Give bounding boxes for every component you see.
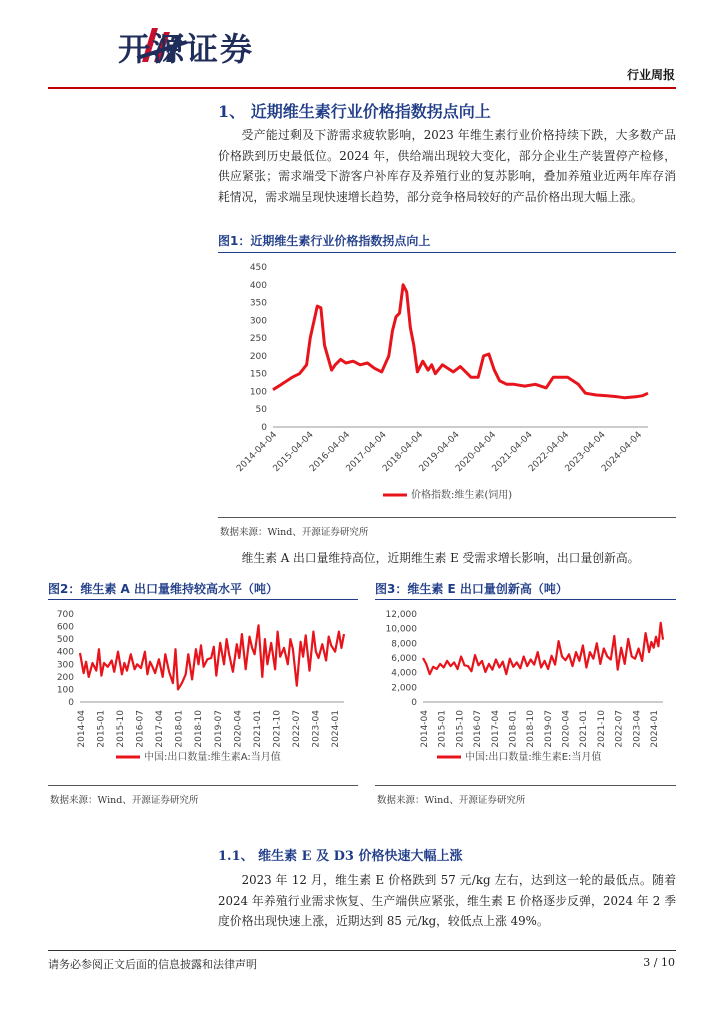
series-line	[80, 625, 344, 689]
y-tick-label: 100	[56, 685, 74, 696]
footer-divider	[48, 950, 676, 951]
legend-label: 中国:出口数量:维生素E:当月值	[465, 752, 602, 763]
y-tick-label: 150	[249, 369, 267, 380]
x-tick-label: 2018-01	[174, 710, 185, 748]
y-tick-label: 10,000	[385, 624, 417, 635]
x-tick-label: 2015-01	[437, 710, 448, 748]
y-tick-label: 350	[249, 298, 267, 309]
y-tick-label: 250	[249, 334, 267, 345]
y-tick-label: 0	[68, 698, 74, 708]
x-tick-label: 2015-01	[96, 710, 107, 748]
x-tick-label: 2020-04-04	[454, 430, 499, 475]
y-tick-label: 4,000	[391, 668, 417, 679]
y-tick-label: 2,000	[391, 683, 417, 694]
y-tick-label: 12,000	[385, 610, 417, 620]
subsection-title: 1.1、 维生素 E 及 D3 价格快速大幅上涨	[218, 849, 463, 864]
x-tick-label: 2017-04	[490, 710, 501, 748]
y-tick-label: 400	[56, 647, 74, 658]
y-tick-label: 100	[249, 387, 267, 398]
header-divider	[48, 87, 676, 89]
x-tick-label: 2014-04-04	[235, 430, 280, 475]
footer-disclaimer: 请务必参阅正文后面的信息披露和法律声明	[48, 958, 257, 971]
x-tick-label: 2021-10	[272, 710, 283, 748]
figure-1-top-rule	[218, 252, 676, 253]
subsection-paragraph: 2023 年 12 月，维生素 E 价格跌到 57 元/kg 左右，达到这一轮的最低点。随着 2024 年养殖行业需求恢复、生产端供应紧张，维生素 E 价格逐步反弹，2024 年 2 季度价格出现快速上涨，近期达到 85 元/kg，较低点上涨 49%。	[218, 873, 676, 928]
x-tick-label: 2018-10	[526, 710, 537, 748]
figure-2-title: 图2：维生素 A 出口量维持较高水平（吨）	[48, 582, 278, 596]
figure-3-chart	[375, 602, 676, 782]
x-tick-label: 2015-10	[455, 710, 466, 748]
section-paragraph: 受产能过剩及下游需求疲软影响，2023 年维生素行业价格持续下跌，大多数产品价格跌到历史最低位。2024 年，供给端出现较大变化，部分企业生产装置停产检修，供应紧张；需求端受下游客户补库存及养殖行业的复苏影响，叠加养殖业近两年库存消耗情况，需求端呈现快速增长趋势，部分竞争格局较好的产品价格出现大幅上涨。	[218, 128, 676, 204]
figure-1-title: 图1：近期维生素行业价格指数拐点向上	[218, 234, 431, 248]
x-tick-label: 2021-01	[579, 710, 590, 748]
figure-1-source: 数据来源：Wind、开源证券研究所	[220, 527, 369, 538]
x-tick-label: 2023-04	[632, 710, 643, 748]
x-tick-label: 2019-07	[213, 710, 224, 748]
x-tick-label: 2022-07	[291, 710, 302, 748]
figure-3-title: 图3：维生素 E 出口量创新高（吨）	[375, 582, 568, 596]
x-tick-label: 2024-01	[650, 710, 660, 748]
export-paragraph: 维生素 A 出口量维持高位，近期维生素 E 受需求增长影响，出口量创新高。	[241, 551, 640, 565]
figure-2-chart	[48, 602, 358, 782]
y-tick-label: 300	[249, 316, 267, 327]
y-tick-label: 200	[249, 351, 267, 362]
figure-2-bottom-rule	[48, 785, 358, 786]
x-tick-label: 2024-01	[331, 710, 341, 748]
x-tick-label: 2014-04	[420, 710, 430, 748]
y-tick-label: 400	[249, 280, 267, 291]
y-tick-label: 700	[56, 610, 74, 620]
y-tick-label: 450	[249, 263, 267, 273]
y-tick-label: 8,000	[391, 639, 417, 650]
x-tick-label: 2015-04-04	[271, 430, 316, 475]
section-title: 1、 近期维生素行业价格指数拐点向上	[218, 102, 491, 121]
x-tick-label: 2024-04-04	[600, 430, 645, 475]
y-tick-label: 6,000	[391, 654, 417, 664]
report-type-tag: 行业周报	[626, 68, 675, 82]
x-tick-label: 2014-04	[77, 710, 87, 748]
x-tick-label: 2023-04	[311, 710, 322, 748]
series-line	[273, 285, 648, 398]
x-tick-label: 2020-04	[233, 710, 244, 748]
x-tick-label: 2017-04-04	[344, 430, 389, 475]
x-tick-label: 2019-07	[543, 710, 554, 748]
x-tick-label: 2018-10	[194, 710, 205, 748]
brand-logo-text: 开源证券	[118, 30, 255, 68]
x-tick-label: 2018-01	[508, 710, 519, 748]
figure-3-source: 数据来源：Wind、开源证券研究所	[377, 795, 526, 806]
series-line	[423, 623, 663, 674]
figure-2-source: 数据来源：Wind、开源证券研究所	[50, 795, 199, 806]
y-tick-label: 0	[261, 423, 267, 433]
y-tick-label: 300	[56, 660, 74, 671]
x-tick-label: 2018-04-04	[381, 430, 426, 475]
y-tick-label: 0	[411, 698, 417, 708]
x-tick-label: 2016-07	[135, 710, 146, 748]
x-tick-label: 2015-10	[116, 710, 127, 748]
x-tick-label: 2023-04-04	[563, 430, 608, 475]
figure-2-top-rule	[48, 599, 358, 600]
x-tick-label: 2016-07	[473, 710, 484, 748]
y-tick-label: 600	[56, 622, 74, 633]
x-tick-label: 2021-10	[596, 710, 607, 748]
x-tick-label: 2022-07	[614, 710, 625, 748]
x-tick-label: 2021-04-04	[490, 430, 535, 475]
y-tick-label: 200	[56, 672, 74, 683]
x-tick-label: 2020-04	[561, 710, 572, 748]
x-tick-label: 2022-04-04	[527, 430, 572, 475]
x-tick-label: 2017-04	[155, 710, 166, 748]
legend-label: 价格指数:维生素(饲用)	[411, 490, 513, 501]
page-number: 3 / 10	[643, 956, 675, 969]
x-tick-label: 2021-01	[252, 710, 263, 748]
figure-1-chart	[218, 255, 676, 515]
figure-3-top-rule	[375, 599, 676, 600]
y-tick-label: 500	[56, 635, 74, 646]
figure-3-bottom-rule	[375, 785, 676, 786]
legend-label: 中国:出口数量:维生素A:当月值	[144, 752, 281, 763]
x-tick-label: 2019-04-04	[417, 430, 462, 475]
y-tick-label: 50	[255, 405, 267, 416]
x-tick-label: 2016-04-04	[308, 430, 353, 475]
figure-1-bottom-rule	[218, 517, 676, 518]
